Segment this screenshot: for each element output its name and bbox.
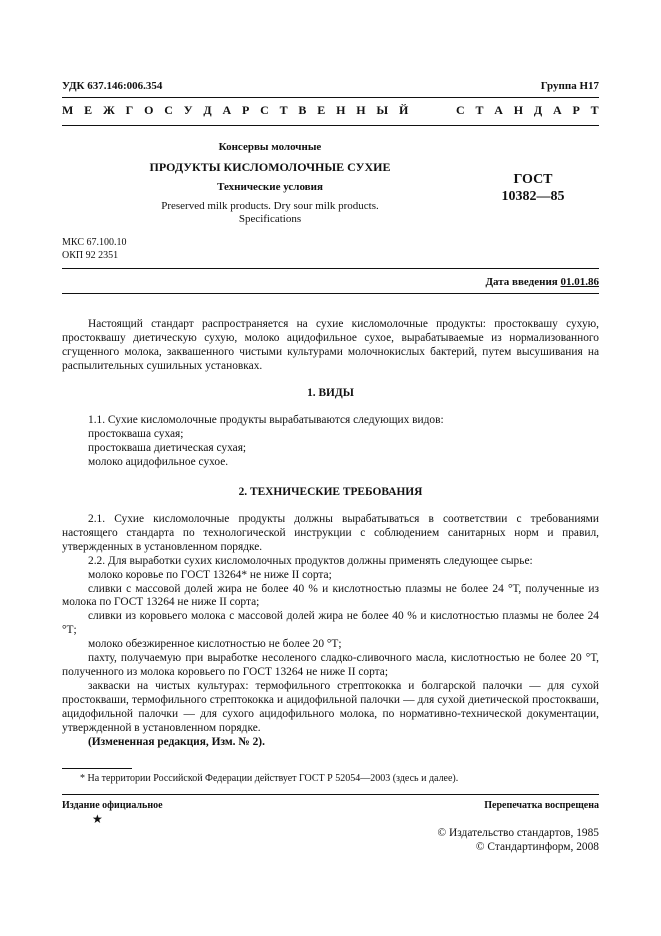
- banner-l13: Е: [317, 103, 326, 117]
- english-title-line2: Specifications: [238, 213, 302, 225]
- intro-date-label: Дата введения: [485, 276, 558, 288]
- banner-l12: В: [298, 103, 307, 117]
- official-edition: Издание официальное: [62, 800, 163, 811]
- intro-date: [485, 276, 599, 288]
- section1-body: [62, 414, 599, 470]
- banner-l11: Т: [279, 103, 288, 117]
- banner-l8: А: [222, 103, 232, 117]
- banner-l14: Н: [336, 103, 346, 117]
- banner-r3: Н: [513, 103, 524, 117]
- gost-designation: [478, 171, 588, 205]
- section2-heading: 2. ТЕХНИЧЕСКИЕ ТРЕБОВАНИЯ: [238, 486, 423, 498]
- intro-date-value: 01.01.86: [560, 276, 599, 288]
- document-subtitle: Технические условия: [217, 181, 323, 193]
- udk-code: УДК 637.146:006.354: [62, 80, 163, 92]
- footnote-rule: [62, 768, 132, 769]
- banner-l7: Д: [203, 103, 212, 117]
- codes-rule: [62, 268, 599, 269]
- banner-l5: С: [164, 103, 173, 117]
- star-icon: ★: [92, 812, 103, 826]
- date-rule: [62, 293, 599, 294]
- amendment-note: (Измененная редакция, Изм. № 2).: [88, 735, 265, 748]
- section1-line: простокваша диетическая сухая;: [88, 441, 247, 454]
- gost-label: ГОСТ: [513, 172, 553, 187]
- document-title: ПРОДУКТЫ КИСЛОМОЛОЧНЫЕ СУХИЕ: [149, 160, 391, 174]
- banner-r4: Д: [533, 103, 543, 117]
- banner-r0: С: [455, 103, 465, 117]
- group-code: Группа Н17: [540, 80, 599, 92]
- english-title: [100, 200, 440, 226]
- section1-line: молоко ацидофильное сухое.: [88, 455, 229, 468]
- reprint-notice: Перепечатка воспрещена: [484, 800, 599, 811]
- banner-l15: Н: [356, 103, 366, 117]
- section1-heading: 1. ВИДЫ: [307, 387, 354, 399]
- mks-code: МКС 67.100.10: [62, 237, 127, 248]
- intro-paragraph: [62, 318, 599, 374]
- copyright-block: [438, 826, 599, 854]
- section2-paragraph: 2.1. Сухие кисломолочные продукты должны вырабатываться в соответствии с требованиями настоящего стандарта по технологической инструкции с соблюдением санитарных норм и правил, утвержденных в установленном порядке.: [62, 513, 599, 553]
- top-rule: [62, 97, 599, 98]
- okp-code: ОКП 92 2351: [62, 250, 119, 261]
- banner-l4: О: [144, 103, 154, 117]
- english-title-line1: Preserved milk products. Dry sour milk products.: [161, 200, 379, 212]
- banner-l1: Е: [84, 103, 93, 117]
- section2-paragraph: закваски на чистых культурах: термофильного стрептококка и болгарской палочки — для сухой простокваши, термофильного стрептококка и ацидофильной палочки — для сухой диетической простокваши, ацидофильной палочки — для сухого ацидофильного молока, по нормативно-технической документации, утвержденной в установленном порядке.: [62, 679, 599, 734]
- banner-l6: У: [183, 103, 193, 117]
- banner-l3: Г: [125, 103, 134, 117]
- footnote: * На территории Российской Федерации действует ГОСТ Р 52054—2003 (здесь и далее).: [80, 773, 459, 784]
- banner-l17: Й: [398, 103, 409, 117]
- banner-r7: Т: [590, 103, 599, 117]
- classification-codes: [62, 236, 126, 262]
- section2-body: [62, 513, 599, 749]
- banner-l0: М: [62, 103, 74, 117]
- banner-r6: Р: [572, 103, 580, 117]
- banner-r2: А: [494, 103, 503, 117]
- standard-banner: [62, 103, 599, 118]
- document-category: Консервы молочные: [218, 141, 322, 153]
- banner-l10: С: [260, 103, 269, 117]
- copyright-2: © Стандартинформ, 2008: [475, 841, 599, 853]
- section2-paragraph: 2.2. Для выработки сухих кисломолочных продуктов должны применять следующее сырье:: [88, 554, 533, 567]
- section1-line: простокваша сухая;: [88, 427, 184, 440]
- banner-l16: Ы: [376, 103, 389, 117]
- banner-l9: Р: [241, 103, 250, 117]
- copyright-1: © Издательство стандартов, 1985: [437, 827, 599, 839]
- section2-paragraph: пахту, получаемую при выработке несоленого сладко-сливочного масла, кислотностью не более 20 °Т, полученного из молока коровьего по ГОСТ 13264 не ниже II сорта;: [62, 652, 599, 678]
- banner-r5: А: [552, 103, 562, 117]
- intro-text: Настоящий стандарт распространяется на сухие кисломолочные продукты: простоквашу сухую, простоквашу диетическую сухую, молоко ацидофильное сухое, вырабатываемые из нормализованного сгущенного молока, заквашенного чистыми культурами молочнокислых бактерий, путем высушивания на распылительных сушильных установках.: [62, 318, 599, 372]
- section2-paragraph: молоко обезжиренное кислотностью не более 20 °Т;: [88, 638, 342, 651]
- banner-bottom-rule: [62, 125, 599, 126]
- banner-gap: [419, 103, 445, 118]
- section2-paragraph: сливки с массовой долей жира не более 40 % и кислотностью плазмы не более 24 °Т, полученные из молока по ГОСТ 13264 не ниже II сорта;: [62, 582, 599, 609]
- banner-r1: Т: [475, 103, 484, 117]
- gost-number: 10382—85: [501, 189, 565, 204]
- section1-line: 1.1. Сухие кисломолочные продукты вырабатываются следующих видов:: [88, 414, 444, 426]
- section2-paragraph: молоко коровье по ГОСТ 13264* не ниже II сорта;: [88, 568, 332, 581]
- section2-paragraph: сливки из коровьего молока с массовой долей жира не более 40 % и кислотностью плазмы не более 24 °Т;: [62, 610, 599, 637]
- banner-l2: Ж: [102, 103, 115, 117]
- footer-rule: [62, 794, 599, 795]
